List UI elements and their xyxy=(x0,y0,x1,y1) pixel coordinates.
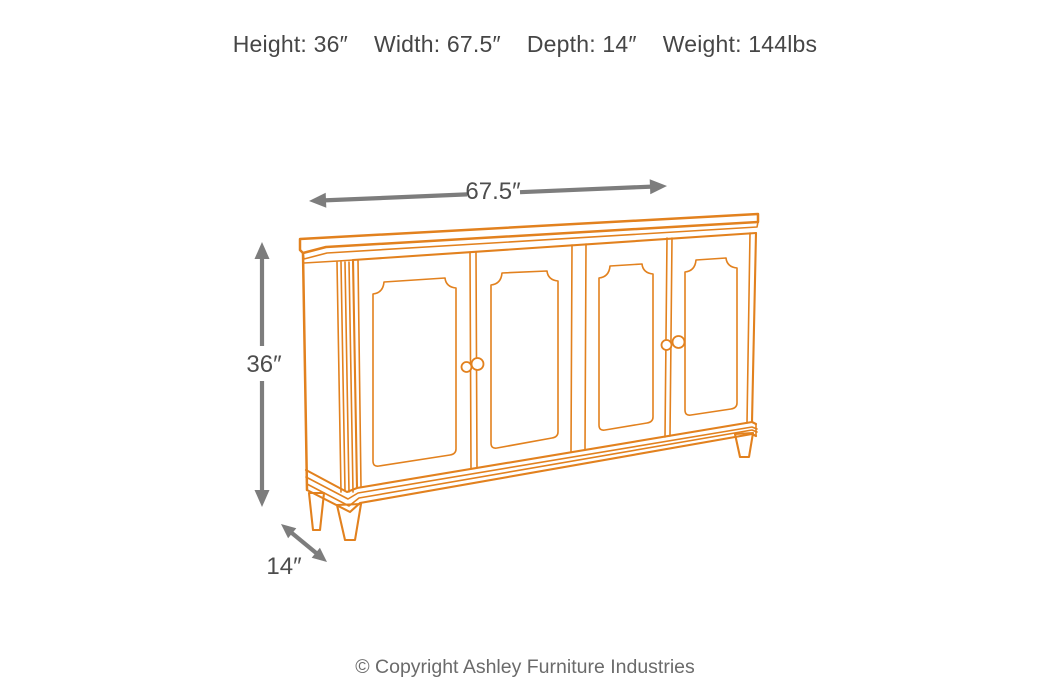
door-knob-right-a xyxy=(662,340,672,350)
corner-fluting xyxy=(341,262,353,492)
cabinet-front-top-edge xyxy=(353,233,756,260)
cabinet-front-left-edge xyxy=(353,260,357,488)
cabinet-top xyxy=(300,214,758,253)
spec-weight: Weight: 144lbs xyxy=(662,31,818,57)
depth-dimension-label: 14″ xyxy=(266,553,302,580)
width-dimension-label: 67.5″ xyxy=(465,178,521,205)
cabinet-front-right-edge xyxy=(752,233,756,422)
arrowhead-right xyxy=(650,179,667,194)
base-molding-bottom xyxy=(307,434,756,512)
spec-depth: Depth: 14″ xyxy=(526,31,637,57)
spec-height: Height: 36″ xyxy=(232,31,348,57)
cabinet-back-left-edge xyxy=(303,253,307,490)
door-knob-right-b xyxy=(673,336,685,348)
cabinet-drawing xyxy=(300,214,758,540)
door-panel-4 xyxy=(685,258,737,415)
door-panel-1 xyxy=(373,278,456,466)
foot-front-left xyxy=(337,504,361,540)
door-panel-2 xyxy=(491,271,558,448)
door-stiles xyxy=(358,233,750,487)
spec-width: Width: 67.5″ xyxy=(373,31,501,57)
arrowhead-down xyxy=(255,490,270,507)
copyright-text: © Copyright Ashley Furniture Industries xyxy=(355,656,695,678)
arrowhead-up xyxy=(255,242,270,259)
door-knob-left-a xyxy=(462,362,472,372)
height-dimension-label: 36″ xyxy=(246,351,282,378)
arrowhead-left xyxy=(309,193,326,208)
door-panel-3 xyxy=(599,264,653,430)
corner-back-boundary xyxy=(337,262,341,492)
door-knob-left-b xyxy=(472,358,484,370)
